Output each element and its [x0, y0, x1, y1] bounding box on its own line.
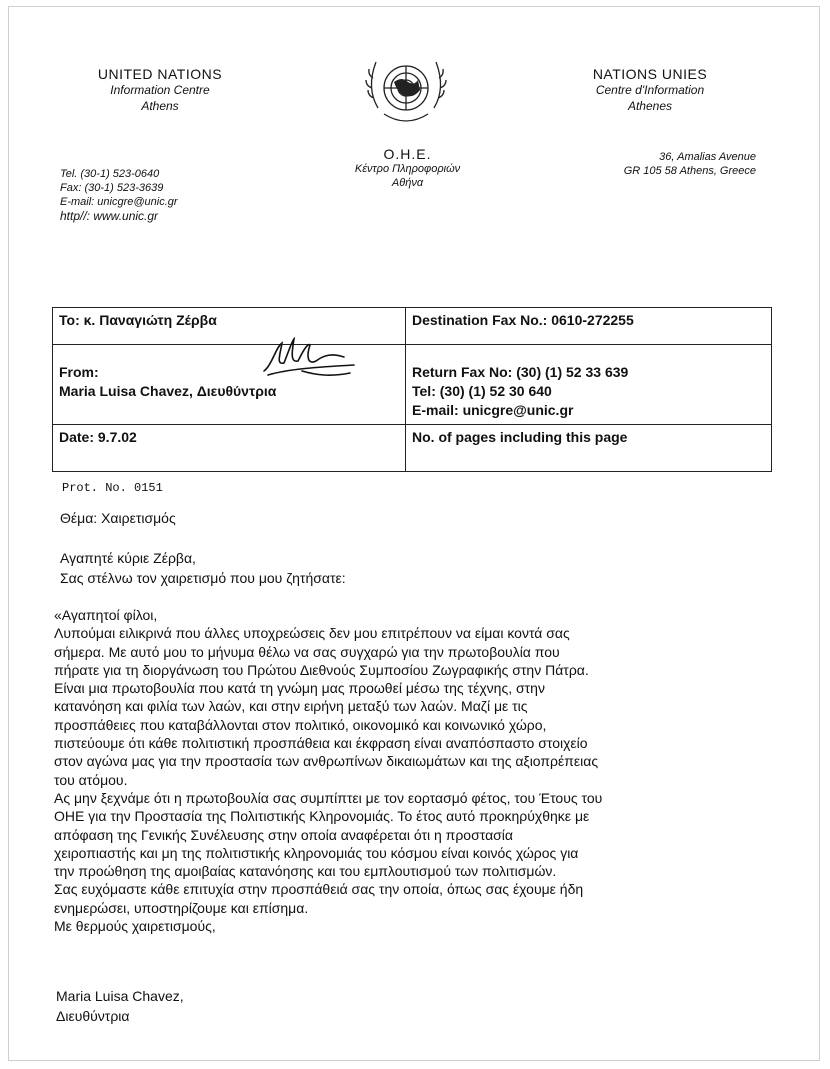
pages-cell [406, 425, 772, 472]
address-block [560, 150, 756, 178]
address-line1: 36, Amalias Avenue [659, 151, 756, 163]
pages-field: No. of pages including this page [412, 429, 628, 445]
letter-body [54, 606, 784, 935]
letter-line: σήμερα. Με αυτό μου το μήνυμα θέλω να σας συγχαρώ για την πρωτοβουλία που [54, 643, 560, 660]
header-right-line1: Centre d'Information [595, 83, 705, 97]
destination-cell [406, 308, 772, 345]
letter-line: πήρατε για τη διοργάνωση του Πρώτου Διεθνούς Συμποσίου Ζωγραφικής στην Πάτρα. [54, 661, 589, 678]
letter-line: απόφαση της Γενικής Συνέλευσης στην οποία αναφέρεται ότι η προστασία [54, 826, 514, 843]
handwritten-signature [258, 335, 358, 383]
signoff-title: Διευθύντρια [56, 1008, 130, 1024]
contact-fax: Fax: (30-1) 523-3639 [60, 182, 164, 194]
return-email: E-mail: unicgre@unic.gr [412, 402, 574, 418]
letter-line: την προώθηση της αμοιβαίας κατανόησης και του εμπλουτισμού των πολιτισμών. [54, 863, 557, 880]
contact-block [60, 167, 178, 223]
header-right [560, 66, 740, 114]
letter-line: προσπάθειες που καταβάλλονται στον πολιτικό, οικονομικό και κοινωνικό χώρο, [54, 716, 547, 733]
signoff-name: Maria Luisa Chavez, [56, 988, 184, 1004]
header-left-line2: Athens [141, 99, 179, 113]
contact-tel: Tel. (30-1) 523-0640 [60, 168, 160, 180]
header-center-line2: Αθήνα [391, 177, 424, 189]
contact-web: http//: www.unic.gr [60, 209, 159, 223]
table-row [53, 425, 772, 472]
protocol-number: Prot. No. 0151 [62, 481, 163, 495]
letter-line: Είναι μια πρωτοβουλία που κατά τη γνώμη μας προωθεί μέσω της τέχνης, στην [54, 680, 545, 697]
to-field: To: κ. Παναγιώτη Ζέρβα [59, 312, 217, 328]
header-center-line1: Κέντρο Πληροφοριών [354, 163, 461, 175]
letter-line: Σας ευχόμαστε κάθε επιτυχία στην προσπάθειά σας την οποία, όπως σας έχουμε ήδη [54, 881, 584, 898]
from-name: Maria Luisa Chavez, Διευθύντρια [59, 383, 277, 399]
greeting-block [60, 548, 346, 588]
return-tel: Tel: (30) (1) 52 30 640 [412, 383, 552, 399]
letter-line: Με θερμούς χαιρετισμούς, [54, 918, 216, 935]
contact-email: E-mail: unicgre@unic.gr [60, 196, 178, 208]
letter-line: ενημερώσει, υποστηρίζουμε και επίσημα. [54, 899, 309, 916]
date-field: Date: 9.7.02 [59, 429, 137, 445]
header-right-line2: Athenes [627, 99, 673, 113]
destination-fax: Destination Fax No.: 0610-272255 [412, 312, 634, 328]
return-cell [406, 345, 772, 425]
letter-line: «Αγαπητοί φίλοι, [54, 607, 158, 623]
table-row [53, 345, 772, 425]
header-right-org: NATIONS UNIES [592, 66, 708, 82]
salutation: Αγαπητέ κύριε Ζέρβα, [60, 550, 196, 566]
return-fax: Return Fax No: (30) (1) 52 33 639 [412, 364, 629, 380]
table-row [53, 308, 772, 345]
letter-line: Λυπούμαι ειλικρινά που άλλες υποχρεώσεις δεν μου επιτρέπουν να είμαι κοντά σας [54, 625, 570, 642]
intro-line: Σας στέλνω τον χαιρετισμό που μου ζητήσατε: [60, 570, 346, 586]
letter-line: χειροπιαστής και μη της πολιτιστικής κληρονομιάς του κόσμου είναι κοινός χώρος για [54, 844, 579, 861]
fax-cover-table [52, 307, 772, 472]
letter-line: ΟΗΕ για την Προστασία της Πολιτιστικής Κληρονομιάς. Το έτος αυτό προκηρύχθηκε με [54, 808, 590, 825]
header-center [320, 146, 495, 190]
letter-line: κατανόηση και φιλία των λαών, και στην ειρήνη μεταξύ των λαών. Μαζί με τις [54, 698, 528, 715]
date-cell [53, 425, 406, 472]
letter-line: στον αγώνα μας για την προστασία των ανθρωπίνων δικαιωμάτων και της αξιοπρέπειας [54, 753, 599, 770]
letter-line: του ατόμου. [54, 771, 128, 788]
subject-line: Θέμα: Χαιρετισμός [60, 510, 176, 526]
from-label: From: [59, 364, 99, 380]
letter-line: πιστεύουμε ότι κάθε πολιτιστική προσπάθεια και έκφραση είναι αναπόσπαστο στοιχείο [54, 735, 588, 752]
header-left-org: UNITED NATIONS [97, 66, 223, 82]
header-left [70, 66, 250, 114]
header-center-org: O.H.E. [383, 146, 432, 162]
signoff-block [56, 986, 184, 1026]
header-left-line1: Information Centre [110, 83, 210, 97]
letter-line: Ας μην ξεχνάμε ότι η πρωτοβουλία σας συμπίπτει με τον εορτασμό φέτος, του Έτους του [54, 789, 603, 806]
address-line2: GR 105 58 Athens, Greece [623, 165, 756, 177]
un-emblem-icon [358, 48, 454, 132]
